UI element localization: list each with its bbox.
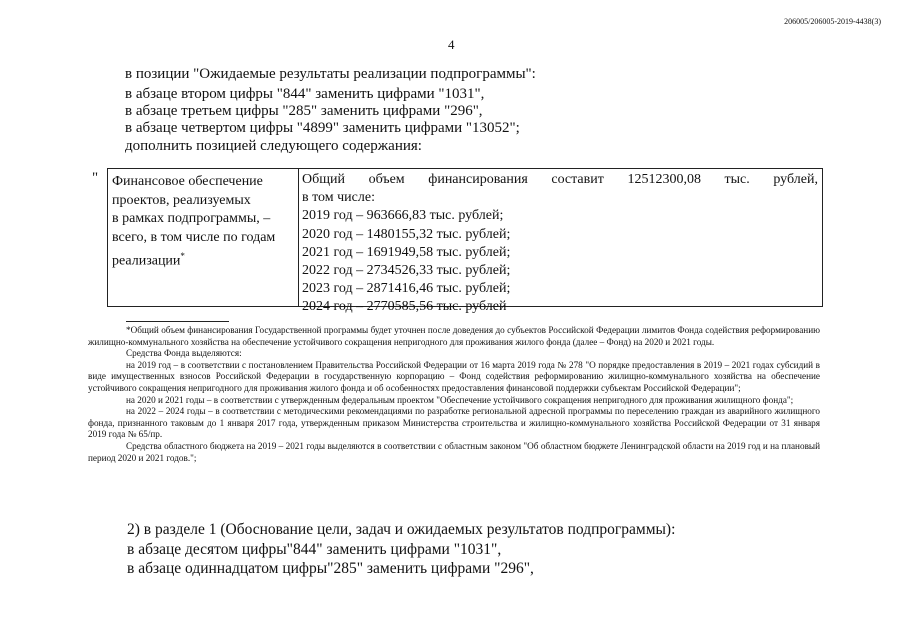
page-number: 4 [448, 37, 455, 52]
right-cell-year-line: 2022 год – 2734526,33 тыс. рублей; [302, 263, 511, 279]
first-line-word: 12512300,08 [627, 172, 701, 187]
table-column-divider [298, 169, 299, 306]
footnote-paragraph: *Общий объем финансирования Государственной программы будет уточнен после доведения до субъектов Российской Федерации лимитов Фонда содействия реформированию жилищно-коммунального хозяйства на обеспечение устойчивого сокращения непригодного для проживания жилого фонда (далее – Фонд) на 2020 и 2021 годы. [88, 325, 820, 347]
footnote-mark: * [180, 251, 185, 261]
footnote-paragraph: на 2022 – 2024 годы – в соответствии с методическими рекомендациями по разработке региональной адресной программы по переселению граждан из аварийного жилищного фонда, признанного таковым до 1 января 2017 года, утвержденным приказом Министерства строительства и жилищно-коммунального хозяйства Российской Федерации от 31 января 2019 года № 65/пр. [88, 406, 820, 440]
first-line-word: составит [551, 172, 604, 187]
footnotes-block [88, 325, 820, 464]
intro-line-3: в абзаце третьем цифры "285" заменить цифрами "296", [125, 103, 483, 119]
financing-table [107, 168, 823, 315]
left-cell-line: Финансовое обеспечение [112, 174, 263, 189]
footnote-paragraph: на 2020 и 2021 годы – в соответствии с утвержденным федеральным проектом "Обеспечение устойчивого сокращения непригодного для проживания жилищного фонда"; [126, 394, 794, 405]
footnote-paragraph: на 2019 год – в соответствии с постановлением Правительства Российской Федерации от 16 марта 2019 года № 278 "О порядке предоставления в 2019 – 2021 годах субсидий в виде имущественных взносов Российской Федерации в государственную корпорацию – Фонд содействия реформированию жилищно-коммунального хозяйства на обеспечение устойчивого сокращения непригодного для проживания жилого фонда и об особенностях предоставления финансовой поддержки субъектам Российской Федерации"; [88, 359, 820, 393]
right-cell-year-line: 2020 год – 1480155,32 тыс. рублей; [302, 226, 511, 242]
first-line-word: рублей, [773, 172, 818, 187]
first-line-word: Общий [302, 172, 345, 187]
left-cell-line: в рамках подпрограммы, – [112, 211, 271, 226]
table-left-cell [112, 173, 295, 271]
document-id: 206005/206005-2019-4438(3) [784, 17, 881, 26]
footnote-paragraph: Средства Фонда выделяются: [126, 348, 242, 359]
left-cell-line: всего, в том числе по годам [112, 229, 276, 245]
left-cell-last-text: реализации [112, 253, 181, 269]
right-cell-year-line: 2023 год – 2871416,46 тыс. рублей; [302, 281, 511, 297]
right-cell-first-line [302, 171, 818, 189]
intro-line-2: в абзаце втором цифры "844" заменить цифрами "1031", [125, 86, 485, 102]
first-line-word: финансирования [428, 172, 528, 187]
table-right-cell [302, 171, 818, 317]
section2-line-3: в абзаце одиннадцатом цифры"285" заменить цифрами "296", [127, 560, 534, 577]
footnote-paragraph: Средства областного бюджета на 2019 – 2021 годы выделяются в соответствии с областным законом "Об областном бюджете Ленинградской области на 2019 год и на плановый период 2020 и 2021 годов."; [88, 440, 820, 463]
intro-line-5: дополнить позицией следующего содержания: [125, 138, 422, 154]
first-line-word: тыс. [724, 172, 750, 187]
opening-quote: " [92, 170, 99, 186]
section2-line-2: в абзаце десятом цифры"844" заменить цифрами "1031", [127, 541, 502, 558]
right-cell-year-line: 2019 год – 963666,83 тыс. рублей; [302, 208, 504, 224]
right-cell-line: в том числе: [302, 190, 375, 206]
left-cell-line [112, 247, 295, 271]
first-line-word: объем [368, 172, 405, 187]
intro-line-1: в позиции "Ожидаемые результаты реализации подпрограммы": [125, 66, 536, 82]
right-cell-year-line: 2021 год – 1691949,58 тыс. рублей; [302, 244, 511, 260]
intro-line-4: в абзаце четвертом цифры "4899" заменить цифрами "13052"; [125, 120, 520, 136]
left-cell-line: проектов, реализуемых [112, 192, 251, 208]
section2-line-1: 2) в разделе 1 (Обоснование цели, задач и ожидаемых результатов подпрограммы): [127, 521, 676, 538]
footnote-separator [126, 321, 229, 322]
right-cell-year-line: 2024 год – 2770585,56 тыс. рублей [302, 299, 507, 315]
